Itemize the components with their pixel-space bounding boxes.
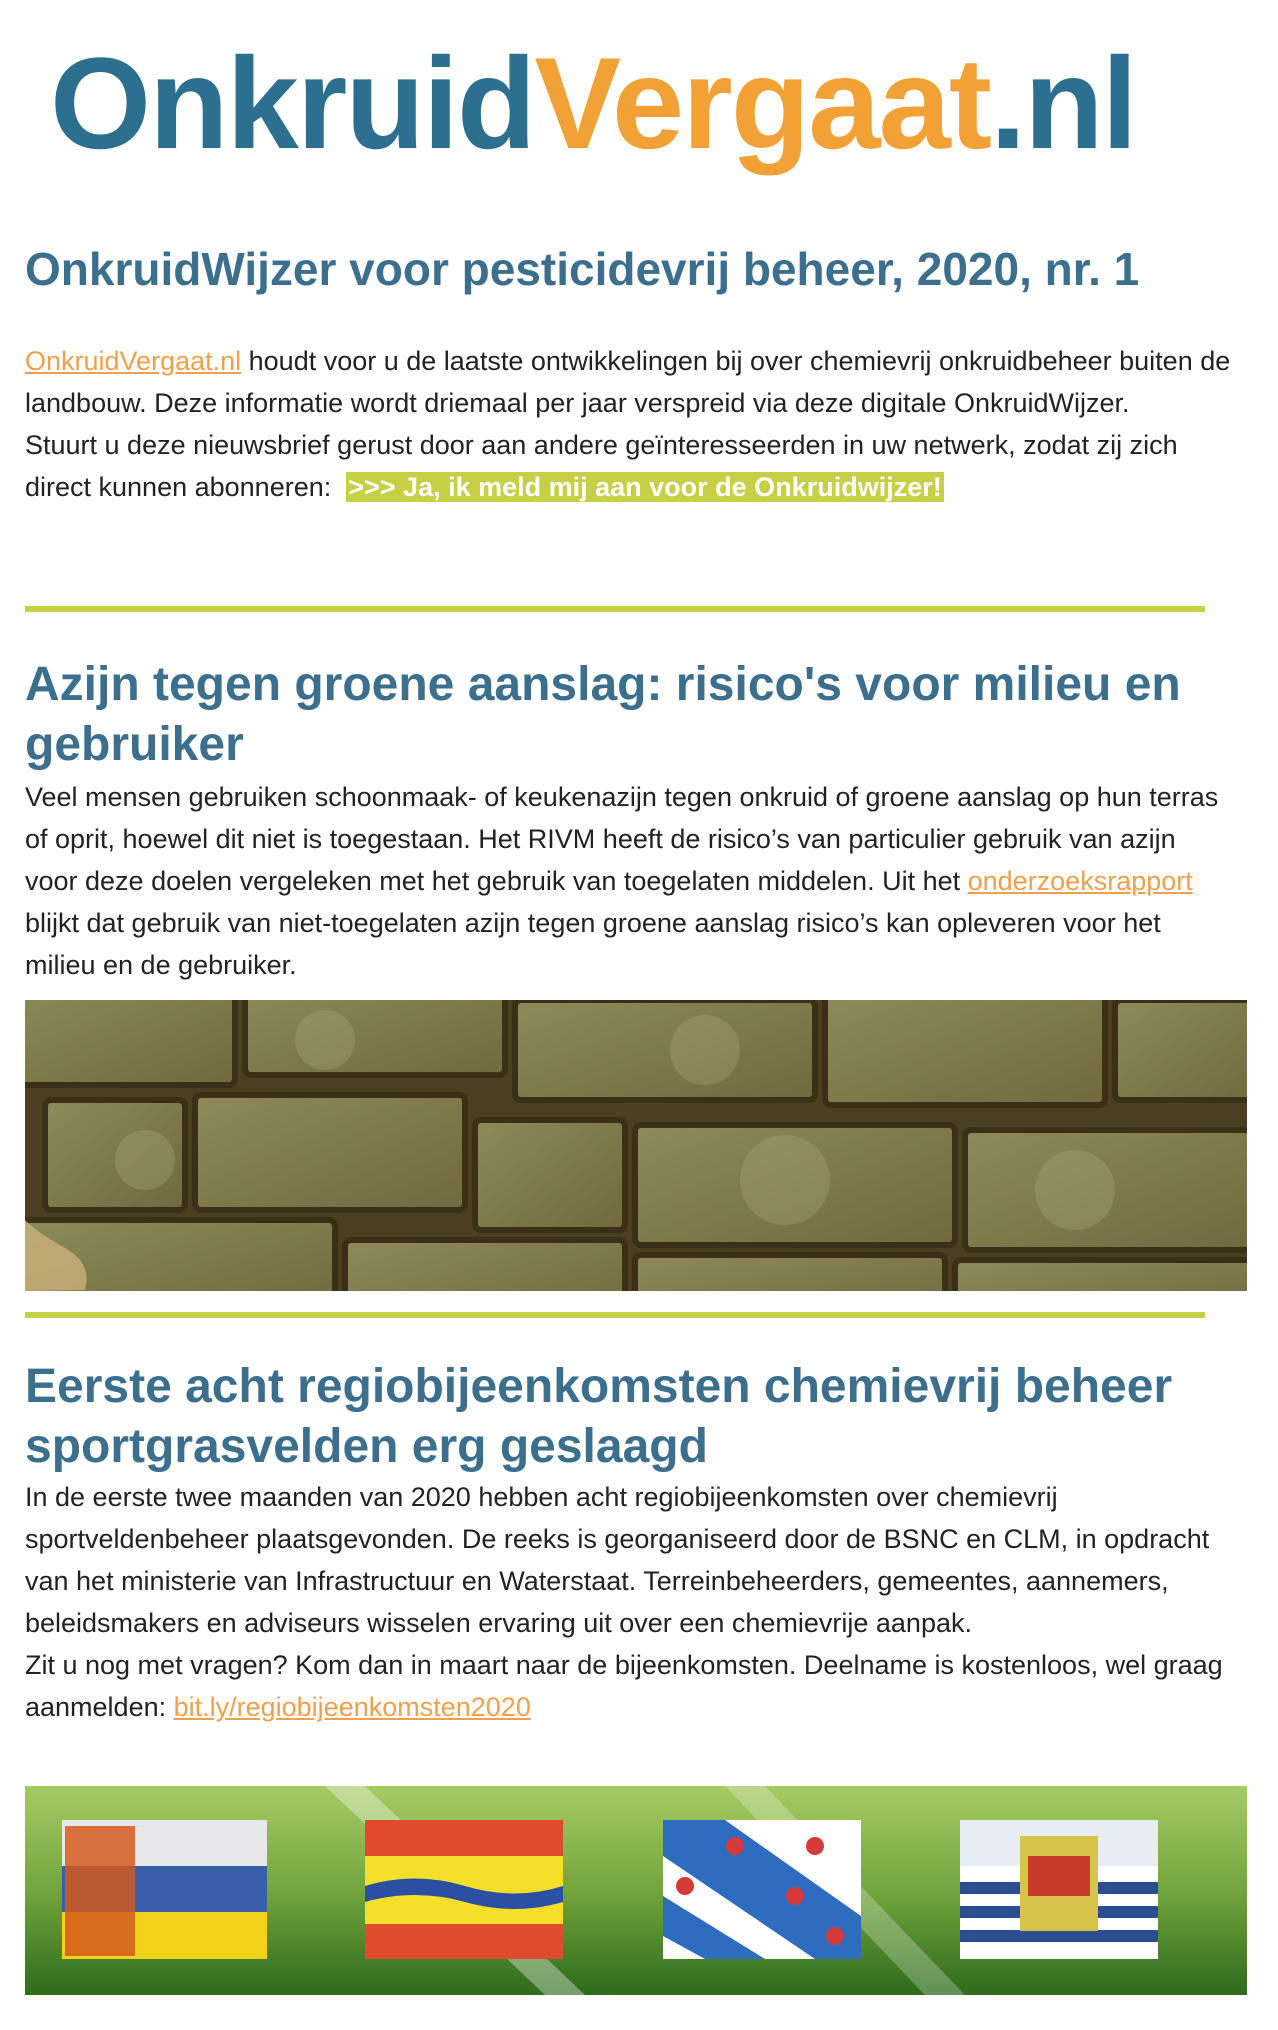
site-logo[interactable] [50,28,1136,178]
intro-text-1: houdt voor u de laatste ontwikkelingen bij over chemievrij onkruidbeheer buiten de landbouw. Deze informatie wordt driemaal per jaar verspreid via deze digitale OnkruidWijzer. [25,346,1231,418]
flag-friesland [663,1820,861,1959]
province-flags-drawing [25,1786,1247,1995]
brick-pavement-drawing [25,1000,1247,1291]
onderzoeksrapport-link[interactable]: onderzoeksrapport [967,866,1193,896]
brick-pavement-image [25,1000,1247,1291]
regiobijeenkomsten-link[interactable]: bit.ly/regiobijeenkomsten2020 [173,1692,531,1722]
province-flags-image [25,1786,1247,1995]
flag-limburg [62,1820,267,1959]
newsletter-title: OnkruidWijzer voor pesticidevrij beheer, 2020, nr. 1 [25,243,1140,295]
logo-part-nl: .nl [990,30,1136,176]
logo-part-vergaat: Vergaat [534,30,991,176]
flag-zeeland [960,1820,1158,1959]
article-regiobijeenkomsten-title[interactable]: Eerste acht regiobijeenkomsten chemievrij beheer sportgrasvelden erg geslaagd [25,1360,1173,1473]
section-divider [25,606,1205,612]
article-regiobijeenkomsten-text-1: In de eerste twee maanden van 2020 hebben acht regiobijeenkomsten over chemievrij sportveldenbeheer plaatsgevonden. De reeks is georganiseerd door de BSNC en CLM, in opdracht van het ministerie van Infrastructuur en Waterstaat. Terreinbeheerders, gemeentes, aannemers, beleidsmakers en adviseurs wisselen ervaring uit over een chemievrije aanpak. [25,1482,1210,1638]
article-azijn-text-1: Veel mensen gebruiken schoonmaak- of keukenazijn tegen onkruid of groene aanslag op hun terras of oprit, hoewel dit niet is toegestaan. Het RIVM heeft de risico’s van particulier gebruik van azijn voor deze doelen vergeleken met het gebruik van toegelaten middelen. Uit het [25,782,1219,896]
section-divider [25,1312,1205,1318]
intro-text-2: Stuurt u deze nieuwsbrief gerust door aan andere geïnteresseerden in uw netwerk, zodat zij zich direct kunnen abonneren: [25,430,1178,502]
flag-overijssel [365,1820,563,1959]
logo-part-onkruid: Onkruid [50,30,535,176]
article-regiobijeenkomsten-text-2: Zit u nog met vragen? Kom dan in maart naar de bijeenkomsten. Deelname is kostenloos, wel graag aanmelden: [25,1650,1223,1722]
article-azijn-text-2: blijkt dat gebruik van niet-toegelaten azijn tegen groene aanslag risico’s kan opleveren voor het milieu en de gebruiker. [25,908,1161,980]
subscribe-cta-link[interactable]: >>> Ja, ik meld mij aan voor de Onkruidwijzer! [348,472,942,502]
article-azijn-title[interactable]: Azijn tegen groene aanslag: risico's voor milieu en gebruiker [25,658,1181,771]
intro-paragraph [25,340,1235,508]
intro-link-onkruidvergaat[interactable]: OnkruidVergaat.nl [25,346,242,376]
article-regiobijeenkomsten-text [25,1476,1235,1728]
article-azijn-text [25,776,1235,986]
